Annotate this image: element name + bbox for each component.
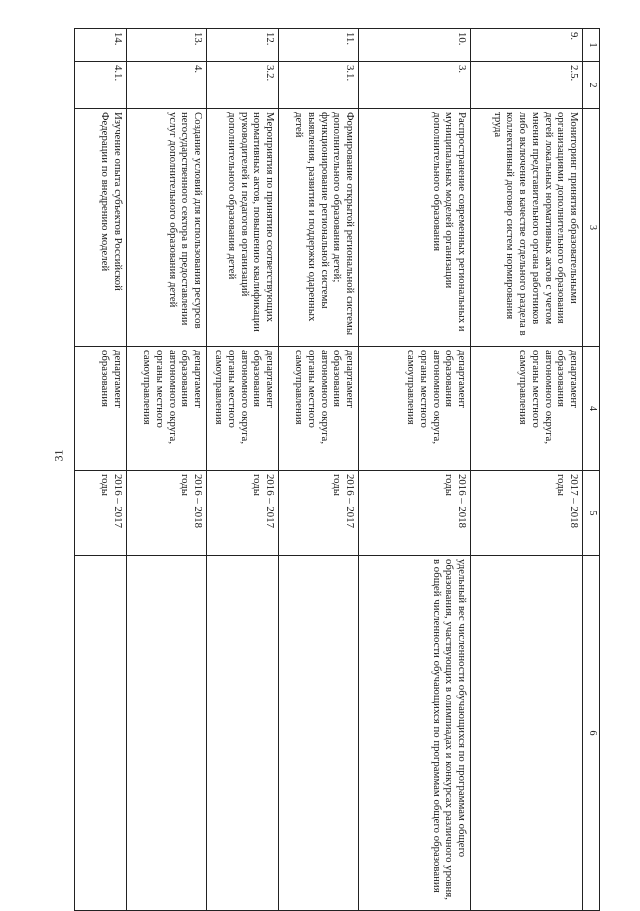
table-row bbox=[471, 29, 583, 911]
measures-table bbox=[74, 28, 600, 911]
header-col-1: 1 bbox=[583, 29, 600, 62]
row-code: 2.5. bbox=[471, 62, 583, 109]
row-code: 4. bbox=[127, 62, 207, 109]
row-measure: Мероприятия по принятию соответствующих нормативных актов, повышению квалификации руководителей и педагогов организаций дополнительного образования детей bbox=[207, 109, 279, 347]
row-indicator bbox=[127, 556, 207, 911]
row-measure: Мониторинг принятия образовательными организациями дополнительного образования детей локальных нормативных актов с учетом мнения представительного органа работников либо включение в качестве отдельного раздела в коллективный договор систем нормирования труда bbox=[471, 109, 583, 347]
header-col-3: 3 bbox=[583, 109, 600, 347]
row-executor: департамент образования автономного округа, органы местного самоуправления bbox=[359, 347, 471, 471]
row-period: 2017 – 2018 годы bbox=[471, 471, 583, 556]
row-number: 9. bbox=[471, 29, 583, 62]
row-executor: департамент образования автономного округа, органы местного самоуправления bbox=[471, 347, 583, 471]
header-col-4: 4 bbox=[583, 347, 600, 471]
row-period: 2016 – 2018 годы bbox=[127, 471, 207, 556]
row-code: 3. bbox=[359, 62, 471, 109]
row-measure: Создание условий для использования ресурсов негосударственного сектора в предоставлении услуг дополнительного образования детей bbox=[127, 109, 207, 347]
row-indicator bbox=[207, 556, 279, 911]
row-period: 2016 – 2017 годы bbox=[75, 471, 127, 556]
row-executor: департамент образования автономного округа, органы местного самоуправления bbox=[127, 347, 207, 471]
table-row bbox=[127, 29, 207, 911]
header-col-6: 6 bbox=[583, 556, 600, 911]
row-indicator bbox=[75, 556, 127, 911]
row-measure: Распространение современных региональных и муниципальных моделей организации дополнительного образования bbox=[359, 109, 471, 347]
row-code: 3.2. bbox=[207, 62, 279, 109]
row-number: 11. bbox=[279, 29, 359, 62]
row-code: 3.1. bbox=[279, 62, 359, 109]
row-executor: департамент образования автономного округа, органы местного самоуправления bbox=[279, 347, 359, 471]
row-executor: департамент образования bbox=[75, 347, 127, 471]
row-number: 10. bbox=[359, 29, 471, 62]
row-number: 13. bbox=[127, 29, 207, 62]
row-period: 2016 – 2017 годы bbox=[279, 471, 359, 556]
row-code: 4.1. bbox=[75, 62, 127, 109]
table-row bbox=[359, 29, 471, 911]
table-row bbox=[279, 29, 359, 911]
row-measure: Изучение опыта субъектов Российской Федерации по внедрению моделей bbox=[75, 109, 127, 347]
row-indicator bbox=[279, 556, 359, 911]
table-row bbox=[207, 29, 279, 911]
row-number: 12. bbox=[207, 29, 279, 62]
row-number: 14. bbox=[75, 29, 127, 62]
row-indicator bbox=[471, 556, 583, 911]
page-number: 31 bbox=[51, 449, 66, 462]
header-col-2: 2 bbox=[583, 62, 600, 109]
row-period: 2016 – 2018 годы bbox=[359, 471, 471, 556]
row-indicator: удельный вес численности обучающихся по программам общего образования, участвующих в олимпиадах и конкурсах различного уровня, в общей численности обучающихся по программам общего образования bbox=[359, 556, 471, 911]
rotated-table-container bbox=[76, 28, 600, 900]
row-executor: департамент образования автономного округа, органы местного самоуправления bbox=[207, 347, 279, 471]
header-col-5: 5 bbox=[583, 471, 600, 556]
row-period: 2016 – 2017 годы bbox=[207, 471, 279, 556]
row-measure: Формирование открытой региональной системы дополнительного образования детей; функционирование региональной системы выявления, развития и поддержки одаренных детей bbox=[279, 109, 359, 347]
table-row bbox=[75, 29, 127, 911]
table-header-row bbox=[583, 29, 600, 911]
